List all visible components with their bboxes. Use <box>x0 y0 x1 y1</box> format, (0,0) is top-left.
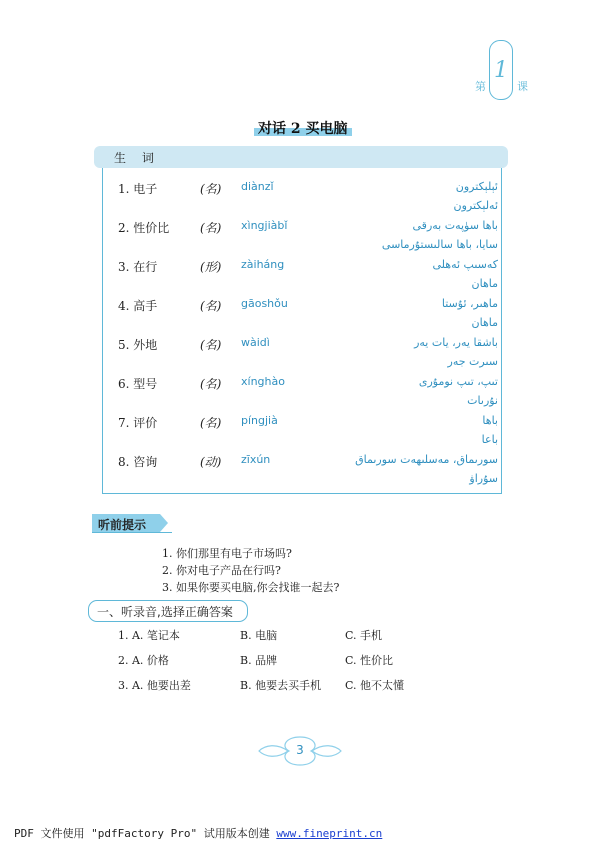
vocab-pinyin: diànzǐ <box>241 180 274 193</box>
vocab-kazakh: سىرت جەر <box>447 355 498 368</box>
vocab-word: 4. 高手 <box>118 299 158 313</box>
option-b: B. 电脑 <box>240 629 278 642</box>
option-c: C. 性价比 <box>345 654 394 667</box>
exercise-tab <box>88 600 248 622</box>
option-a: 1. A. 笔记本 <box>118 629 180 642</box>
page-number: 3 <box>296 743 304 757</box>
vocab-pos: (名) <box>200 299 222 313</box>
vocab-word: 7. 评价 <box>118 416 158 430</box>
vocab-row <box>118 258 498 294</box>
option-b: B. 他要去买手机 <box>240 679 322 692</box>
lesson-number: 1 <box>494 58 508 83</box>
vocab-row <box>118 180 498 216</box>
vocab-uyghur: باھا <box>482 414 498 427</box>
vocab-row <box>118 414 498 450</box>
listen-tips-tab <box>92 514 160 532</box>
vocab-pinyin: gāoshǒu <box>241 297 288 310</box>
vocab-kazakh: سايا، باھا سالىستۇرماسى <box>381 238 498 251</box>
vocab-pos: (名) <box>200 416 222 430</box>
exercise-label: 一、听录音,选择正确答案 <box>97 605 233 619</box>
prelisten-question: 2. 你对电子产品在行吗? <box>162 564 281 577</box>
prelisten-question: 3. 如果你要买电脑,你会找谁一起去? <box>162 581 340 594</box>
vocab-uyghur: تىپ، تىپ نومۇرى <box>418 375 498 388</box>
vocab-row <box>118 297 498 333</box>
vocab-pos: (形) <box>200 260 222 274</box>
vocab-kazakh: ماھان <box>471 277 498 290</box>
dialog-title <box>258 118 348 138</box>
vocab-uyghur: باھا سۈپەت بەرقى <box>412 219 498 232</box>
option-a: 2. A. 价格 <box>118 654 169 667</box>
vocab-pos: (名) <box>200 221 222 235</box>
vocab-word: 1. 电子 <box>118 182 158 196</box>
vocab-uyghur: كەسىپ ئەھلى <box>432 258 498 271</box>
dialog-title-text: 对话 2 买电脑 <box>258 121 348 137</box>
lesson-tag <box>475 40 535 100</box>
vocab-kazakh: ماھان <box>471 316 498 329</box>
vocab-row <box>118 336 498 372</box>
vocab-pinyin: zīxún <box>241 453 271 466</box>
vocab-kazakh: باعا <box>481 433 498 446</box>
vocab-uyghur: باشقا يەر، يات يەر <box>414 336 498 349</box>
pdf-footer <box>14 825 382 841</box>
vocab-pinyin: xínghào <box>241 375 285 388</box>
vocab-label: 生 词 <box>114 151 160 165</box>
vocab-uyghur: سورىماق، مەسلىھەت سورىماق <box>355 453 498 466</box>
vocab-pos: (名) <box>200 182 222 196</box>
vocab-pinyin: píngjià <box>241 414 278 427</box>
vocab-uyghur: ئېلېكترون <box>455 180 498 193</box>
vocab-word: 3. 在行 <box>118 260 158 274</box>
listen-tips-underline <box>92 532 172 533</box>
option-c: C. 他不太懂 <box>345 679 405 692</box>
footer-text: PDF 文件使用 "pdfFactory Pro" 试用版本创建 <box>14 827 277 840</box>
vocab-kazakh: ئەلېكترون <box>453 199 498 212</box>
vocab-pinyin: zàiháng <box>241 258 285 271</box>
vocab-pos: (名) <box>200 377 222 391</box>
vocab-row <box>118 219 498 255</box>
prelisten-question: 1. 你们那里有电子市场吗? <box>162 547 292 560</box>
vocab-kazakh: سۇراۋ <box>469 472 498 485</box>
listen-tips-label: 听前提示 <box>98 518 147 532</box>
vocab-uyghur: ماھىر، ئۇستا <box>441 297 498 310</box>
option-b: B. 品牌 <box>240 654 278 667</box>
vocab-kazakh: نۇرىات <box>467 394 498 407</box>
vocab-pinyin: xìngjiàbǐ <box>241 219 288 232</box>
lesson-prefix: 第 <box>475 80 486 93</box>
vocab-pos: (动) <box>200 455 222 469</box>
vocab-pinyin: wàidì <box>241 336 270 349</box>
vocab-row <box>118 453 498 489</box>
vocab-word: 8. 咨询 <box>118 455 158 469</box>
vocab-row <box>118 375 498 411</box>
vocab-word: 5. 外地 <box>118 338 158 352</box>
vocab-word: 2. 性价比 <box>118 221 170 235</box>
footer-link[interactable]: www.fineprint.cn <box>276 827 383 840</box>
vocab-header <box>94 146 508 168</box>
option-c: C. 手机 <box>345 629 383 642</box>
option-a: 3. A. 他要出差 <box>118 679 191 692</box>
vocab-pos: (名) <box>200 338 222 352</box>
vocab-word: 6. 型号 <box>118 377 158 391</box>
lesson-suffix: 课 <box>517 80 528 93</box>
